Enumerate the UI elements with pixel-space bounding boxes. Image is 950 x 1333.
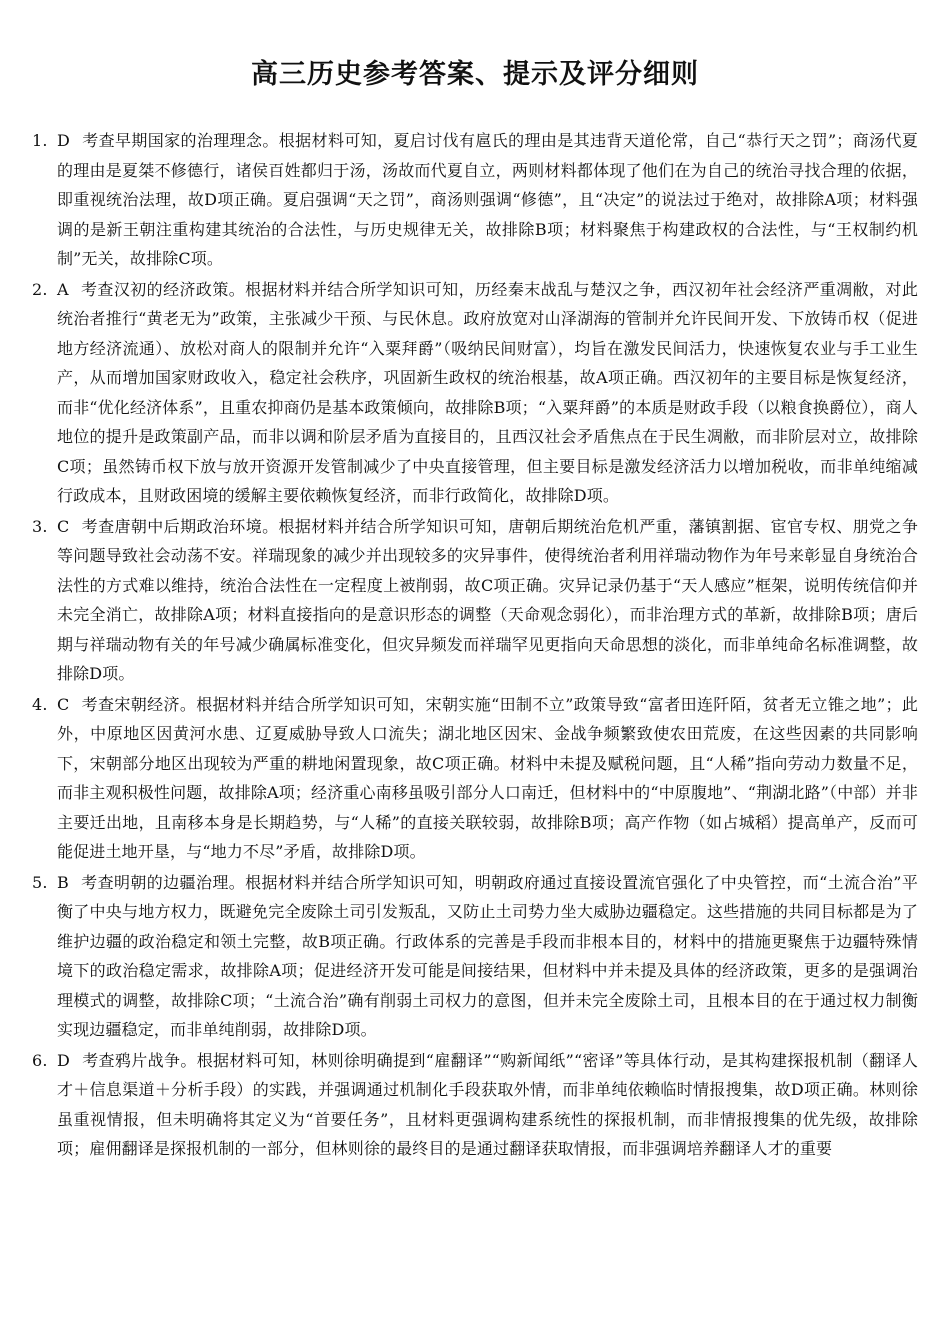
answer-explanation: 考查明朝的边疆治理。根据材料并结合所学知识可知，明朝政府通过直接设置流官强化了中央管控，而“土流合治”平衡了中央与地方权力，既避免完全废除土司引发叛乱，又防止土司势力坐大威胁边疆稳定。这些措施的共同目标都是为了维护边疆的政治稳定和领土完整，故B项正确。行政体系的完善是手段而非根本目的，材料中的措施更聚焦于边疆特殊情境下的政治稳定需求，故排除A项；促进经济开发可能是间接结果，但材料中并未提及具体的经济政策，更多的是强调治理模式的调整，故排除C项；“土流合治”确有削弱土司权力的意图，但并未完全废除土司，且根本目的在于通过权力制衡实现边疆稳定，而非单纯削弱，故排除D项。: [57, 872, 918, 1039]
answers-list: [32, 126, 918, 1164]
question-number: 5.: [32, 872, 48, 892]
answer-explanation: 考查唐朝中后期政治环境。根据材料并结合所学知识可知，唐朝后期统治危机严重，藩镇割据、宦官专权、朋党之争等问题导致社会动荡不安。祥瑞现象的减少并出现较多的灾异事件，使得统治者利用祥瑞动物作为年号来彰显自身统治合法性的方式难以维持，统治合法性在一定程度上被削弱，故C项正确。灾异记录仍基于“天人感应”框架，说明传统信仰并未完全消亡，故排除A项；材料直接指向的是意识形态的调整（天命观念弱化），而非治理方式的革新，故排除B项；唐后期与祥瑞动物有关的年号减少确属标准变化，但灾异频发而祥瑞罕见更指向天命思想的淡化，而非单纯命名标准调整，故排除D项。: [57, 516, 918, 683]
question-number: 2.: [32, 279, 48, 299]
answer-item-3: [32, 512, 918, 689]
question-number: 6.: [32, 1050, 48, 1070]
answer-choice: D: [57, 1050, 70, 1070]
answer-choice: A: [57, 279, 69, 299]
answer-choice: C: [57, 516, 70, 536]
answer-item-2: [32, 275, 918, 511]
answer-explanation: 考查汉初的经济政策。根据材料并结合所学知识可知，历经秦末战乱与楚汉之争，西汉初年社会经济严重凋敝，对此统治者推行“黄老无为”政策，主张减少干预、与民休息。政府放宽对山泽湖海的管制并允许民间开发、下放铸币权（促进地方经济流通）、放松对商人的限制并允许“入粟拜爵”（吸纳民间财富），均旨在激发民间活力，快速恢复农业与手工业生产，从而增加国家财政收入，稳定社会秩序，巩固新生政权的统治根基，故A项正确。西汉初年的主要目标是恢复经济，而非“优化经济体系”，且重农抑商仍是基本政策倾向，故排除B项；“入粟拜爵”的本质是财政手段（以粮食换爵位），商人地位的提升是政策副产品，而非以调和阶层矛盾为直接目的，且西汉社会矛盾焦点在于民生凋敝，而非阶层对立，故排除C项；虽然铸币权下放与放开资源开发管制减少了中央直接管理，但主要目标是激发经济活力以增加税收，而非单纯缩减行政成本，且财政困境的缓解主要依赖恢复经济，而非行政简化，故排除D项。: [57, 279, 918, 505]
page-title: 高三历史参考答案、提示及评分细则: [251, 59, 699, 90]
answer-explanation: 考查鸦片战争。根据材料可知，林则徐明确提到“雇翻译”“购新闻纸”“密译”等具体行动，是其构建探报机制（翻译人才＋信息渠道＋分析手段）的实践，并强调通过机制化手段获取外情，而非单纯依赖临时情报搜集，故D项正确。林则徐虽重视情报，但未明确将其定义为“首要任务”，且材料更强调构建系统性的探报机制，而非情报搜集的优先级，故排除 项；雇佣翻译是探报机制的一部分，但林则徐的最终目的是通过翻译获取情报，而非强调培养翻译人才的重要: [57, 1050, 918, 1158]
answer-item-6: [32, 1046, 918, 1164]
answer-choice: C: [57, 694, 70, 714]
question-number: 3.: [32, 516, 48, 536]
answer-explanation: 考查宋朝经济。根据材料并结合所学知识可知，宋朝实施“田制不立”政策导致“富者田连阡陌，贫者无立锥之地”；此外，中原地区因黄河水患、辽夏威胁导致人口流失；湖北地区因宋、金战争频繁致使农田荒废，在这些因素的共同影响下，宋朝部分地区出现较为严重的耕地闲置现象，故C项正确。材料中未提及赋税问题，且“人稀”指向劳动力数量不足，而非主观积极性问题，故排除A项；经济重心南移虽吸引部分人口南迁，但材料中的“中原腹地”、“荆湖北路”（中部）并非主要迁出地，且南移本身是长期趋势，与“人稀”的直接关联较弱，故排除B项；高产作物（如占城稻）提高单产，反而可能促进土地开垦，与“地力不尽”矛盾，故排除D项。: [57, 694, 918, 861]
answer-explanation: 考查早期国家的治理理念。根据材料可知，夏启讨伐有扈氏的理由是其违背天道伦常，自己“恭行天之罚”；商汤代夏的理由是夏桀不修德行，诸侯百姓都归于汤，汤故而代夏自立，两则材料都体现了他们在为自己的统治寻找合理的依据，即重视统治法理，故D项正确。夏启强调“天之罚”，商汤则强调“修德”，且“决定”的说法过于绝对，故排除A项；材料强调的是新王朝注重构建其统治的合法性，与历史规律无关，故排除B项；材料聚焦于构建政权的合法性，与“王权制约机制”无关，故排除C项。: [57, 131, 918, 268]
answer-item-1: [32, 126, 918, 274]
answer-item-4: [32, 690, 918, 867]
answer-item-5: [32, 868, 918, 1045]
answer-choice: D: [57, 131, 70, 150]
question-number: 1.: [32, 131, 48, 150]
question-number: 4.: [32, 694, 48, 714]
answer-choice: B: [57, 872, 69, 892]
